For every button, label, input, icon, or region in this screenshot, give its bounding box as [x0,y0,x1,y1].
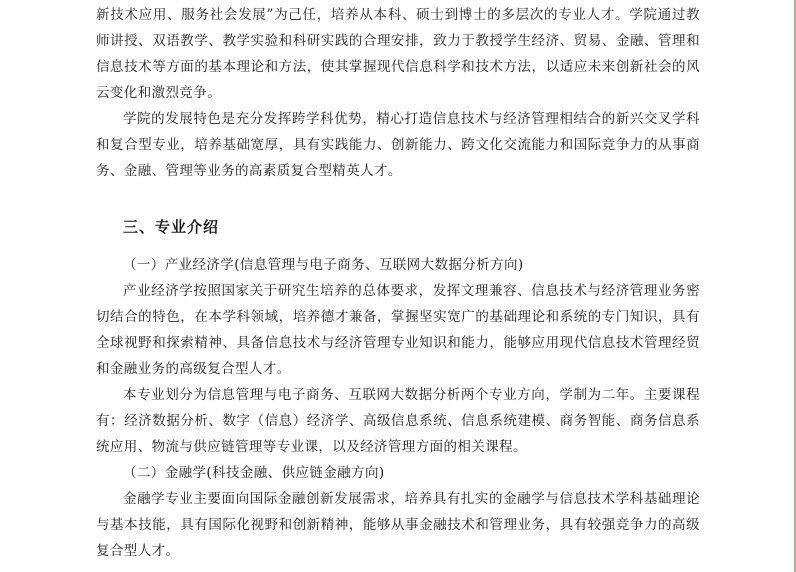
section-heading: 三、专业介绍 [123,218,220,236]
program-1-paragraph-2: 本专业划分为信息管理与电子商务、互联网大数据分析两个专业方向，学制为二年。主要课程有：经济数据分析、数字（信息）经济学、高级信息系统、信息系统建模、商务智能、商务信息系统应用、物流与供应链管理等专业课，以及经济管理方面的相关课程。 [96,387,700,455]
program-title-finance: （二）金融学(科技金融、供应链金融方向) [123,465,385,481]
program-1-paragraph-1: 产业经济学按照国家关于研究生培养的总体要求，发挥文理兼容、信息技术与经济管理业务密切结合的特色，在本学科领域，培养德才兼备，掌握坚实宽广的基础理论和系统的专门知识，具有全球视野和探索精神、具备信息技术与经济管理专业知识和能力，能够应用现代信息技术管理经贸和金融业务的高级复合型人才。 [96,283,700,377]
intro-paragraph-1: 新技术应用、服务社会发展”为己任，培养从本科、硕士到博士的多层次的专业人才。学院通过教师讲授、双语教学、教学实验和科研实践的合理安排，致力于教授学生经济、贸易、金融、管理和信息技术等方面的基本理论和方法，使其掌握现代信息科学和技术方法，以适应未来创新社会的风云变化和激烈竞争。 [96,7,700,101]
intro-paragraph-2: 学院的发展特色是充分发挥跨学科优势，精心打造信息技术与经济管理相结合的新兴交叉学科和复合型专业，培养基础宽厚，具有实践能力、创新能力、跨文化交流能力和国际竞争力的从事商务、金融、管理等业务的高素质复合型精英人才。 [96,111,700,179]
program-2-paragraph-1: 金融学专业主要面向国际金融创新发展需求，培养具有扎实的金融学与信息技术学科基础理论与基本技能，具有国际化视野和创新精神，能够从事金融技术和管理业务，具有较强竞争力的高级复合型人才。 [96,491,700,559]
document-body [96,2,700,564]
program-title-industrial-economics: （一）产业经济学(信息管理与电子商务、互联网大数据分析方向) [123,257,524,273]
